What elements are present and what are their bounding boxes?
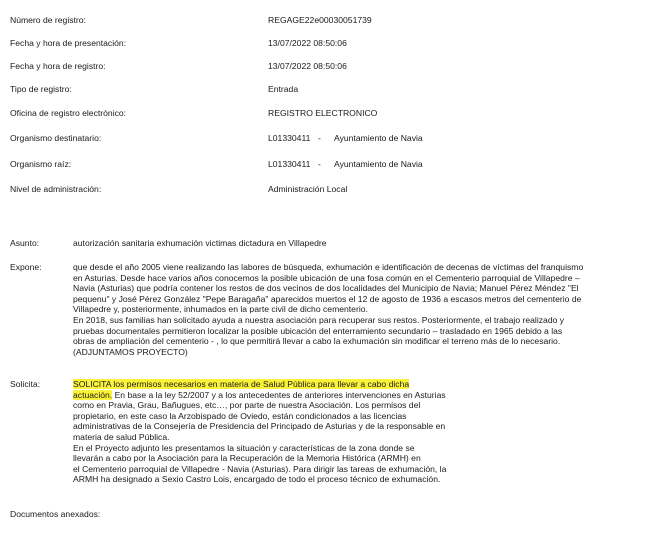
expone-text — [73, 262, 633, 357]
expone-line: en Asturias. Desde hace varios años conocemos la posible ubicación de una fosa común en el Cementerio parroquial de Villapedre – — [73, 272, 580, 283]
highlighted-request-text: actuación. — [73, 389, 113, 400]
solicita-text — [73, 379, 633, 485]
expone-line: pequenu" y José Pérez González "Pepe Baragaña" aparecidos muertos el 12 de agosto de 1936 a escasos metros del cementerio de — [73, 293, 582, 304]
row-numero-registro — [10, 13, 640, 27]
solicita-label: Solicita: — [10, 379, 41, 389]
expone-line: Navia (Asturias) que podría contener los restos de dos vecinos de dos localidades del Municipio de Navia; Manuel Pérez Méndez "El — [73, 283, 579, 294]
expone-label: Expone: — [10, 262, 42, 272]
solicita-line: materia de salud Pública. — [73, 431, 170, 442]
numero-registro-value: REGAGE22e00030051739 — [268, 15, 372, 25]
oficina-registro-value: REGISTRO ELECTRONICO — [268, 108, 378, 118]
asunto-label: Asunto: — [10, 238, 40, 248]
organismo-raiz-name: Ayuntamiento de Navia — [334, 159, 423, 169]
solicita-line: administrativas de la Consejería de Presidencia del Principado de Asturias y de la responsable en — [73, 421, 446, 432]
row-oficina-registro — [10, 106, 640, 120]
expone-line: En 2018, sus familias han solicitado ayuda a nuestra asociación para recuperar sus restos. Posteriormente, el trabajo realizado y — [73, 314, 565, 325]
organismo-destinatario-name: Ayuntamiento de Navia — [334, 133, 423, 143]
solicita-line: En el Proyecto adjunto les presentamos la situación y características de la zona donde se — [73, 442, 415, 453]
solicita-line: propietario, en este caso la Arzobispado de Oviedo, están condicionados a las licencias — [73, 410, 407, 421]
oficina-registro-label: Oficina de registro electrónico: — [10, 108, 127, 118]
expone-line: Villapedre y, posteriormente, inhumados en la parte civil de dicho cementerio. — [73, 304, 368, 315]
solicita-line: llevarán a cabo por la Asociación para la Recuperación de la Memoria Histórica (ARMH) en — [73, 453, 421, 464]
solicita-line: el Cementerio parroquial de Villapedre - Navia (Asturias). Para dirigir las tareas de exhumación, la — [73, 463, 447, 474]
row-nivel-administracion — [10, 182, 640, 196]
asunto-text — [73, 238, 633, 249]
fecha-presentacion-value: 13/07/2022 08:50:06 — [268, 38, 347, 48]
solicita-line — [73, 390, 633, 401]
highlighted-request-text: SOLICITA los permisos necesarios en materia de Salud Pública para llevar a cabo dicha — [73, 379, 410, 389]
numero-registro-label: Número de registro: — [10, 15, 86, 25]
nivel-administracion-label: Nivel de administración: — [10, 184, 102, 194]
fecha-registro-value: 13/07/2022 08:50:06 — [268, 61, 347, 71]
nivel-administracion-value: Administración Local — [268, 184, 348, 194]
organismo-destinatario-label: Organismo destinatario: — [10, 133, 102, 143]
tipo-registro-label: Tipo de registro: — [10, 84, 72, 94]
expone-line: (ADJUNTAMOS PROYECTO) — [73, 346, 188, 357]
solicita-line: como en Pravia, Grau, Bañugues, etc…, por parte de nuestra Asociación. Los permisos del — [73, 400, 421, 411]
row-organismo-raiz — [10, 157, 640, 171]
expone-line: obras de ampliación del cementerio - , lo que permitirá llevar a cabo la exhumación sin modificar el terreno más de lo necesario. — [73, 336, 561, 347]
row-fecha-registro — [10, 59, 640, 73]
documentos-anexados-label: Documentos anexados: — [10, 509, 101, 519]
tipo-registro-value: Entrada — [268, 84, 299, 94]
fecha-presentacion-label: Fecha y hora de presentación: — [10, 38, 127, 48]
row-fecha-presentacion — [10, 36, 640, 50]
row-tipo-registro — [10, 82, 640, 96]
organismo-destinatario-code: L01330411 — [268, 133, 311, 143]
organismo-destinatario-sep: - — [318, 133, 321, 143]
row-organismo-destinatario — [10, 131, 640, 145]
solicita-line — [73, 379, 633, 390]
organismo-raiz-label: Organismo raíz: — [10, 159, 72, 169]
expone-line: pruebas documentales permitieron localizar la posible ubicación del enterramiento secundario – trasladado en 1965 debido a las — [73, 325, 563, 336]
asunto-line: autorización sanitaria exhumación victimas dictadura en Villapedre — [73, 238, 327, 248]
fecha-registro-label: Fecha y hora de registro: — [10, 61, 106, 71]
expone-line: que desde el año 2005 viene realizando las labores de búsqueda, exhumación e identificación de decenas de víctimas del franquismo — [73, 262, 584, 272]
organismo-destinatario-value — [268, 131, 423, 145]
solicita-line: ARMH ha designado a Sexio Castro Lois, encargado de todo el proceso técnico de exhumación. — [73, 474, 441, 485]
solicita-line-rest: En base a la ley 52/2007 y a los antecedentes de anteriores intervenciones en Asturias — [112, 389, 446, 400]
organismo-raiz-sep: - — [318, 159, 321, 169]
organismo-raiz-value — [268, 157, 423, 171]
organismo-raiz-code: L01330411 — [268, 159, 311, 169]
